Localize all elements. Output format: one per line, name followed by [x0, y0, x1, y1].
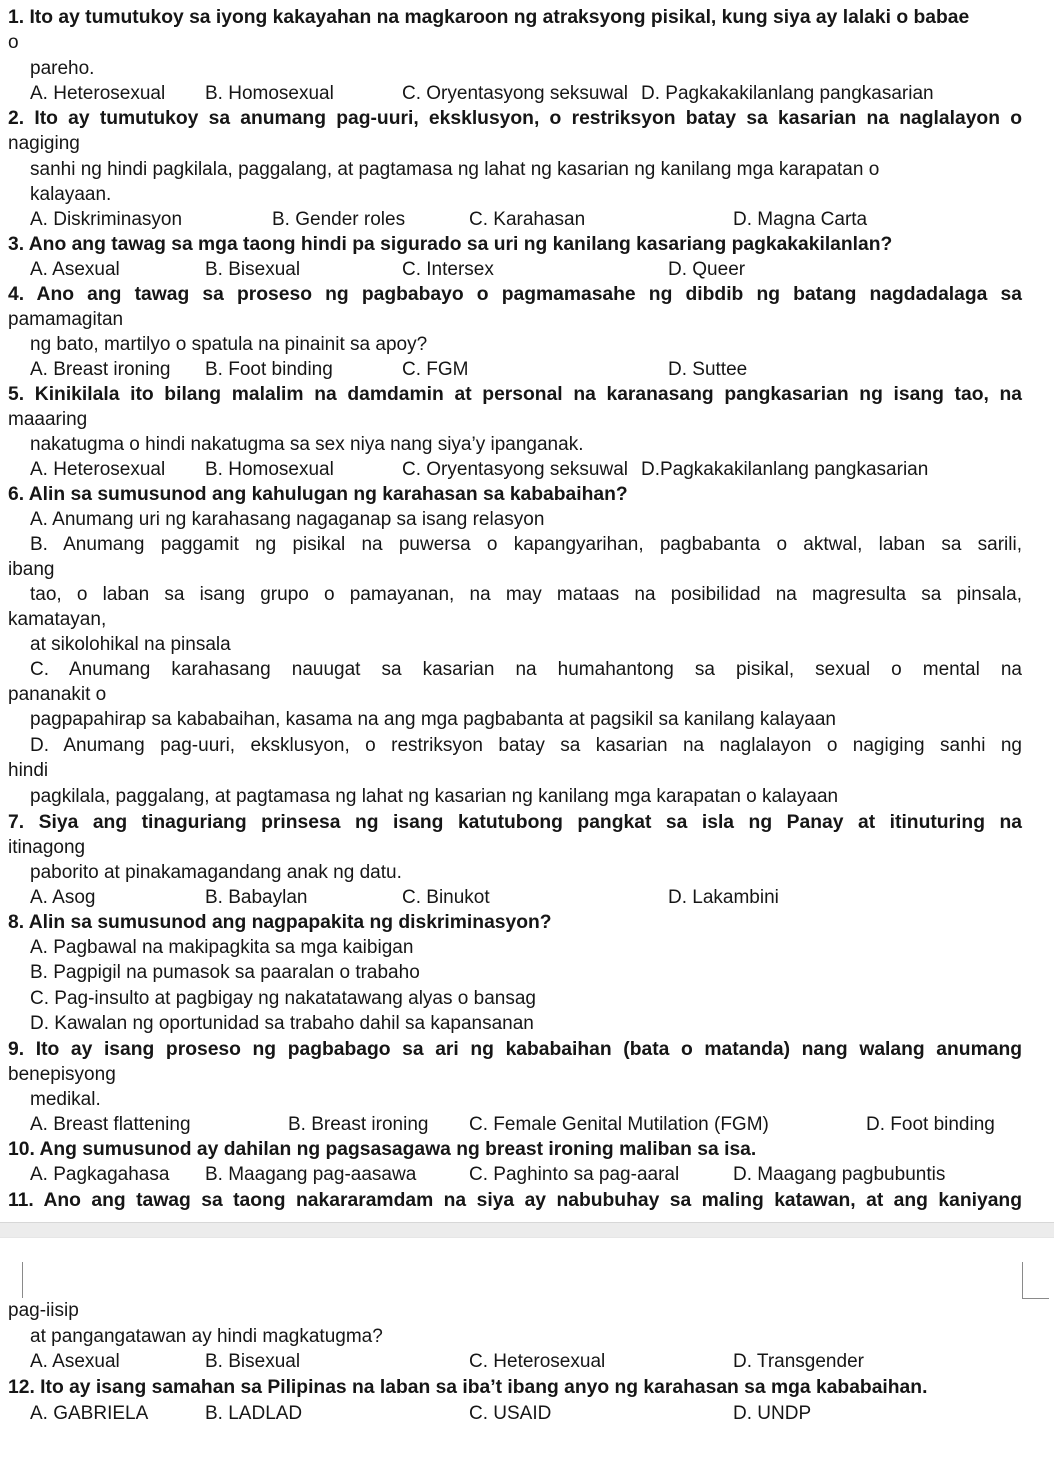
crop-corner-left	[14, 1262, 23, 1298]
choice-b[interactable]: B. Homosexual	[205, 459, 334, 480]
option-b[interactable]: B. Anumang paggamit ng pisikal na puwersa o kapangyarihan, pagbabanta o aktwal, laban sa sarili,	[30, 534, 1022, 555]
option-d[interactable]: D. Anumang pag-uuri, eksklusyon, o restriksyon batay sa kasarian na naglalayon o nagiging sanhi ng	[30, 735, 1022, 756]
page-break-divider	[0, 1222, 1054, 1238]
question-9: 9. Ito ay isang proseso ng pagbabago sa ari ng kababaihan (bata o matanda) nang walang anumang	[8, 1039, 1022, 1060]
choice-c[interactable]: C. Female Genital Mutilation (FGM)	[469, 1114, 769, 1135]
option-b-line-2: tao, o laban sa isang grupo o pamayanan, na may mataas na posibilidad na magresulta sa pinsala,	[30, 584, 1022, 605]
choice-a[interactable]: A. Breast flattening	[30, 1114, 191, 1135]
question-5-choices	[0, 457, 1054, 482]
choice-a[interactable]: A. Diskriminasyon	[30, 209, 183, 230]
question-5: 5. Kinikilala ito bilang malalim na damdamin at personal na karanasang pangkasarian ng isang tao, na	[8, 384, 1023, 405]
question-7-text: paborito at pinakamagandang anak ng datu.	[30, 862, 402, 883]
question-4-choices	[0, 357, 1054, 382]
option-d-wrap: hindi	[8, 760, 49, 781]
choice-c[interactable]: C. FGM	[402, 359, 469, 380]
option-c-line-2: pagpapahirap sa kababaihan, kasama na ang mga pagbabanta at pagsikil sa kanilang kalayaan	[30, 709, 836, 730]
choice-b[interactable]: B. Breast ironing	[288, 1114, 429, 1135]
choice-b[interactable]: B. Babaylan	[205, 887, 308, 908]
choice-b[interactable]: B. Maagang pag-aasawa	[205, 1164, 417, 1185]
crop-corner-right	[1022, 1262, 1049, 1299]
choice-a[interactable]: A. GABRIELA	[30, 1403, 149, 1424]
question-10-choices	[0, 1162, 1054, 1187]
option-a[interactable]: A. Anumang uri ng karahasang nagaganap sa isang relasyon	[30, 509, 545, 530]
choice-b[interactable]: B. LADLAD	[205, 1403, 303, 1424]
choice-d[interactable]: D. Maagang pagbubuntis	[733, 1164, 946, 1185]
choice-b[interactable]: B. Bisexual	[205, 1351, 301, 1372]
choice-a[interactable]: A. Asexual	[30, 1351, 120, 1372]
option-b[interactable]: B. Pagpigil na pumasok sa paaralan o trabaho	[30, 962, 420, 983]
option-b-line-3: at sikolohikal na pinsala	[30, 634, 231, 655]
question-1-choices	[0, 81, 1054, 106]
question-7: 7. Siya ang tinaguriang prinsesa ng isang katutubong pangkat sa isla ng Panay at itinuturing na	[8, 812, 1022, 833]
choice-a[interactable]: A. Asog	[30, 887, 96, 908]
question-7-wrap: itinagong	[8, 837, 86, 858]
choice-a[interactable]: A. Heterosexual	[30, 459, 166, 480]
choice-b[interactable]: B. Homosexual	[205, 83, 334, 104]
choice-a[interactable]: A. Heterosexual	[30, 83, 166, 104]
choice-b[interactable]: B. Bisexual	[205, 259, 301, 280]
question-10: 10. Ang sumusunod ay dahilan ng pagsasagawa ng breast ironing maliban sa isa.	[8, 1139, 757, 1160]
choice-a[interactable]: A. Breast ironing	[30, 359, 171, 380]
question-2-text-end: kalayaan.	[30, 184, 112, 205]
choice-c[interactable]: C. Binukot	[402, 887, 490, 908]
choice-c[interactable]: C. USAID	[469, 1403, 552, 1424]
question-11-choices	[0, 1349, 1054, 1374]
question-4-text: ng bato, martilyo o spatula na pinainit sa apoy?	[30, 334, 428, 355]
option-d-line-2: pagkilala, paggalang, at pagtamasa ng lahat ng kasarian ng kanilang mga karapatan o kalayaan	[30, 786, 839, 807]
option-d[interactable]: D. Kawalan ng oportunidad sa trabaho dahil sa kapansanan	[30, 1013, 534, 1034]
question-9-wrap: benepisyong	[8, 1064, 116, 1085]
question-7-choices	[0, 885, 1054, 910]
choice-c[interactable]: C. Oryentasyong seksuwal	[402, 459, 628, 480]
question-11: 11. Ano ang tawag sa taong nakararamdam na siya ay nabubuhay sa maling katawan, at ang kaniyang	[8, 1190, 1022, 1211]
choice-a[interactable]: A. Pagkagahasa	[30, 1164, 170, 1185]
choice-d[interactable]: D. Suttee	[668, 359, 748, 380]
question-9-text: medikal.	[30, 1089, 101, 1110]
question-1-text: pareho.	[30, 58, 95, 79]
choice-d[interactable]: D. Foot binding	[866, 1114, 995, 1135]
question-1: 1. Ito ay tumutukoy sa iyong kakayahan na magkaroon ng atraksyong pisikal, kung siya ay lalaki o babae	[8, 7, 970, 28]
question-11-wrap: pag-iisip	[8, 1300, 79, 1321]
choice-d[interactable]: D.Pagkakakilanlang pangkasarian	[641, 459, 929, 480]
choice-c[interactable]: C. Paghinto sa pag-aaral	[469, 1164, 680, 1185]
question-3-choices	[0, 257, 1054, 282]
question-11-text: at pangangatawan ay hindi magkatugma?	[30, 1326, 383, 1347]
choice-d[interactable]: D. Lakambini	[668, 887, 779, 908]
question-12: 12. Ito ay isang samahan sa Pilipinas na laban sa iba’t ibang anyo ng karahasan sa mga kababaihan.	[8, 1377, 928, 1398]
choice-d[interactable]: D. Queer	[668, 259, 746, 280]
choice-d[interactable]: D. UNDP	[733, 1403, 812, 1424]
question-4: 4. Ano ang tawag sa proseso ng pagbabayo o pagmamasahe ng dibdib ng batang nagdadalaga sa	[8, 284, 1022, 305]
question-4-wrap: pamamagitan	[8, 309, 124, 330]
option-c[interactable]: C. Anumang karahasang nauugat sa kasarian na humahantong sa pisikal, sexual o mental na	[30, 659, 1022, 680]
question-9-choices	[0, 1112, 1054, 1137]
question-3: 3. Ano ang tawag sa mga taong hindi pa sigurado sa uri ng kanilang kasariang pagkakakilanlan?	[8, 234, 893, 255]
choice-c[interactable]: C. Intersex	[402, 259, 494, 280]
question-2-choices	[0, 207, 1054, 232]
option-c[interactable]: C. Pag-insulto at pagbigay ng nakatatawang alyas o bansag	[30, 988, 536, 1009]
question-12-choices	[0, 1401, 1054, 1426]
question-5-wrap: maaaring	[8, 409, 88, 430]
question-2-wrap: nagiging	[8, 133, 80, 154]
choice-d[interactable]: D. Magna Carta	[733, 209, 868, 230]
option-a[interactable]: A. Pagbawal na makipagkita sa mga kaibigan	[30, 937, 414, 958]
choice-a[interactable]: A. Asexual	[30, 259, 120, 280]
choice-b[interactable]: B. Foot binding	[205, 359, 333, 380]
option-c-wrap: pananakit o	[8, 684, 107, 705]
question-5-text: nakatugma o hindi nakatugma sa sex niya nang siya’y ipanganak.	[30, 434, 584, 455]
question-2: 2. Ito ay tumutukoy sa anumang pag-uuri, eksklusyon, o restriksyon batay sa kasarian na naglalayon o	[8, 108, 1023, 129]
question-6: 6. Alin sa sumusunod ang kahulugan ng karahasan sa kababaihan?	[8, 484, 628, 505]
choice-c[interactable]: C. Oryentasyong seksuwal	[402, 83, 628, 104]
choice-c[interactable]: C. Heterosexual	[469, 1351, 606, 1372]
choice-d[interactable]: D. Transgender	[733, 1351, 864, 1372]
option-b-wrap-2: kamatayan,	[8, 609, 107, 630]
choice-c[interactable]: C. Karahasan	[469, 209, 586, 230]
choice-d[interactable]: D. Pagkakakilanlang pangkasarian	[641, 83, 934, 104]
question-2-text: sanhi ng hindi pagkilala, paggalang, at pagtamasa ng lahat ng kasarian ng kanilang mga karapatan o	[30, 159, 880, 180]
question-1-wrap: o	[8, 32, 19, 53]
option-b-wrap: ibang	[8, 559, 55, 580]
choice-b[interactable]: B. Gender roles	[272, 209, 406, 230]
question-8: 8. Alin sa sumusunod ang nagpapakita ng diskriminasyon?	[8, 912, 552, 933]
